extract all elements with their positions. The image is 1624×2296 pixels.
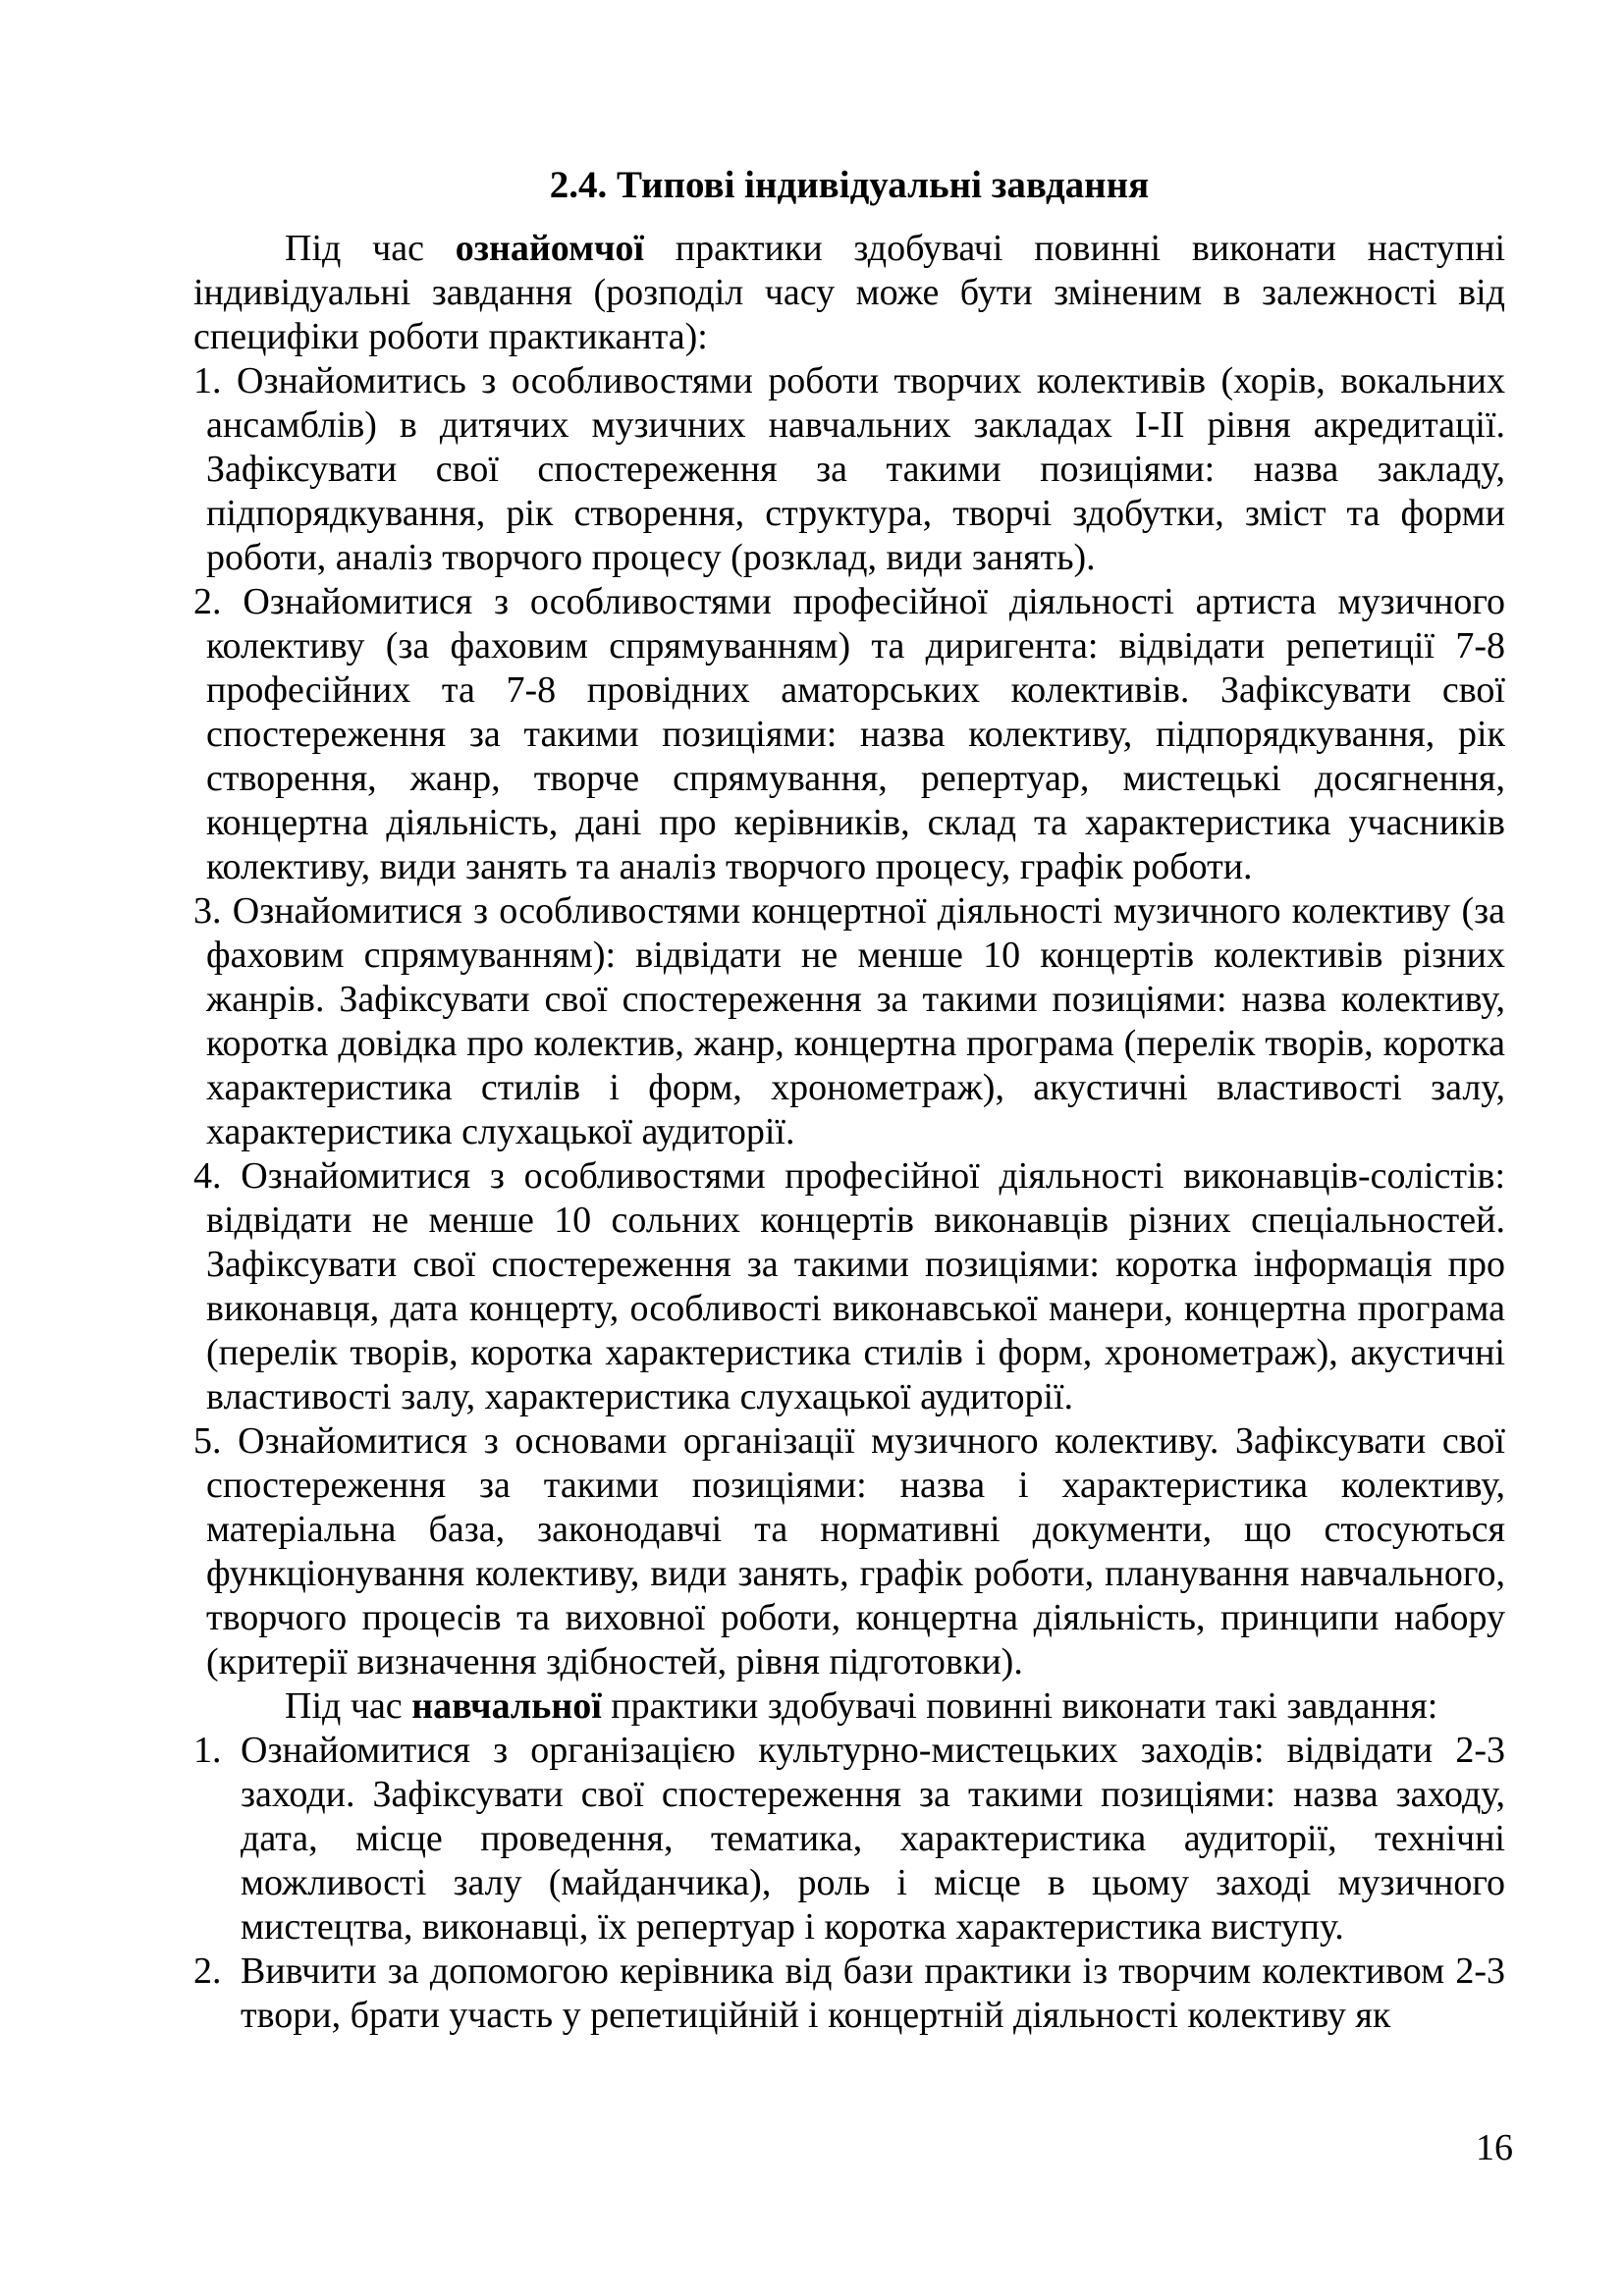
item-marker: 5.	[193, 1420, 222, 1462]
training-list-item-2	[193, 1949, 1505, 2038]
list-item-3	[193, 889, 1505, 1154]
section-title: 2.4. Типові індивідуальні завдання	[549, 164, 1150, 206]
page-number: 16	[1476, 2127, 1513, 2168]
item-marker: 1.	[193, 1730, 222, 1771]
training-list-item-1	[193, 1729, 1505, 1949]
item-text: Ознайомитись з особливостями роботи творчих колективів (хорів, вокальних ансамблів) в дитячих музичних навчальних закладах І-ІІ рівня акредитації. Зафіксувати свої спостереження за такими позиціями: назва закладу, підпорядкування, рік створення, структура, творчі здобутки, зміст та форми роботи, аналіз творчого процесу (розклад, види занять).	[206, 360, 1506, 578]
item-text: Ознайомитися з основами організації музичного колективу. Зафіксувати свої спостереження за такими позиціями: назва і характеристика колективу, матеріальна база, законодавчі та нормативні документи, що стосуються функціонування колективу, види занять, графік роботи, планування навчального, творчого процесів та виховної роботи, концертна діяльність, принципи набору (критерії визначення здібностей, рівня підготовки).	[206, 1420, 1505, 1682]
text-block	[193, 163, 1505, 2038]
item-text: Вивчити за допомогою керівника від бази практики із творчим колективом 2-3 твори, брати участь у репетиційній і концертній діяльності колективу як	[241, 1950, 1505, 2036]
item-marker: 3.	[193, 890, 222, 932]
list-item-2	[193, 580, 1505, 889]
list-item-5	[193, 1419, 1505, 1684]
item-text: Ознайомитися з особливостями концертної діяльності музичного колективу (за фаховим спрямуванням): відвідати не менше 10 концертів колективів різних жанрів. Зафіксувати свої спостереження за такими позиціями: назва колективу, коротка довідка про колектив, жанр, концертна програма (перелік творів, коротка характеристика стилів і форм, хронометраж), акустичні властивості залу, характеристика слухацької аудиторії.	[206, 890, 1505, 1152]
item-marker: 2.	[193, 1950, 222, 1992]
item-text: Ознайомитися з організацією культурно-мистецьких заходів: відвідати 2-3 заходи. Зафіксувати свої спостереження за такими позиціями: назва заходу, дата, місце проведення, тематика, характеристика аудиторії, технічні можливості залу (майданчика), роль і місце в цьому заході музичного мистецтва, виконавці, їх репертуар і коротка характеристика виступу.	[241, 1730, 1505, 1948]
item-text: Ознайомитися з особливостями професійної діяльності виконавців-солістів: відвідати не менше 10 сольних концертів виконавців різних спеціальностей. Зафіксувати свої спостереження за такими позиціями: коротка інформація про виконавця, дата концерту, особливості виконавської манери, концертна програма (перелік творів, коротка характеристика стилів і форм, хронометраж), акустичні властивості залу, характеристика слухацької аудиторії.	[206, 1155, 1506, 1417]
item-marker: 4.	[193, 1155, 222, 1197]
item-text: Ознайомитися з особливостями професійної діяльності артиста музичного колективу (за фаховим спрямуванням) та диригента: відвідати репетиції 7-8 професійних та 7-8 провідних аматорських колективів. Зафіксувати свої спостереження за такими позиціями: назва колективу, підпорядкування, рік створення, жанр, творче спрямування, репертуар, мистецькі досягнення, концертна діяльність, дані про керівників, склад та характеристика учасників колективу, види занять та аналіз творчого процесу, графік роботи.	[206, 581, 1506, 887]
list-item-4	[193, 1154, 1505, 1419]
item-marker: 1.	[193, 360, 222, 401]
training-task-list	[193, 1729, 1505, 2038]
item-marker: 2.	[193, 581, 222, 622]
familiarization-task-list	[193, 359, 1505, 1684]
intro-paragraph: Під час ознайомчої практики здобувачі повинні виконати наступні індивідуальні завдання (розподіл часу може бути зміненим в залежності від специфіки роботи практиканта):	[193, 228, 1505, 357]
list-item-1	[193, 359, 1505, 580]
training-intro-paragraph: Під час навчальної практики здобувачі повинні виконати такі завдання:	[285, 1685, 1438, 1727]
